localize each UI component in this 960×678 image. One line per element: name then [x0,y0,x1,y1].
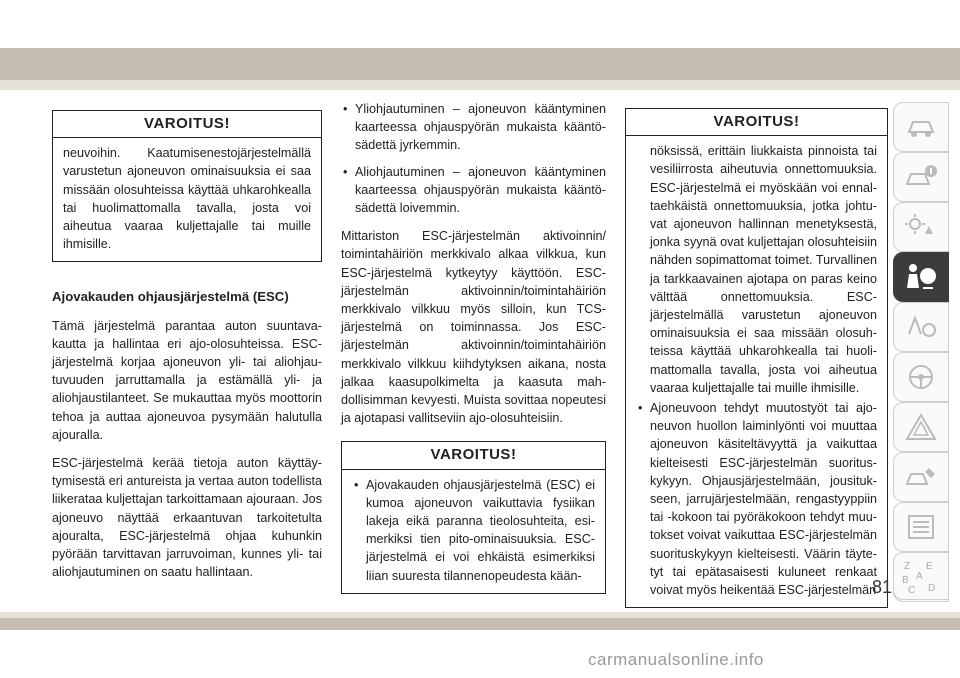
list-item: • Aliohjautuminen – ajoneuvon kääntyminen kaarteessa ohjauspyörän mukaista kääntösädettä loivemmin. [341,163,606,218]
car-front-icon[interactable] [893,102,949,152]
steering-wheel-icon[interactable] [893,352,949,402]
svg-text:A: A [916,571,923,582]
paragraph: Mittariston ESC-järjestelmän aktivoinnin/ toimintahäiriön merkkivalo alkaa vilkkua, kun ESC-järjestelmä kytkeytyy käyttöön. ESC-järjestelmän aktivoinnin/toimintahäiriön merkkivalo vilkkuu myös silloin, kun TCS-järjestelmä on toiminnassa. Jos ESC-järjestelmän aktivoinnin/toimintahäiriön merkkivalo vilkkuu kiihdytyksen aikana, nosta jalkaa kaasupolkimelta ja kaasuta mahdollisimman kevyesti. Muista sovittaa nopeutesi ja ajotapasi vallitseviin ajo-olosuhteisiin. [341,229,606,426]
column-1 [52,110,322,591]
warning-list [636,399,877,599]
page-number: 81 [872,577,893,597]
warning-body [53,138,321,261]
bullet-list [341,100,606,217]
paragraph: Tämä järjestelmä parantaa auton suuntavakautta ja hallintaa eri ajo-olosuhteissa. ESC-järjestelmä korjaa ajoneuvon yli- tai aliohjautuvuuden jarruttamalla ja estämällä yli- ja aliohjaustilanteet. Se mukauttaa myös moottorin tehoa ja auttaa ajoneuvoa pysymään halutulla ajouralla. [52,318,322,442]
footer-band [0,618,960,630]
warning-list [352,476,595,585]
spec-list-icon[interactable] [893,502,949,552]
header-band [0,48,960,80]
warning-text: neuvoihin. Kaatumisenestojärjestelmällä varustetun ajoneuvon ominaisuuksia ei saa missään olosuhteissa käyttää uhkarohkealla tai huolimattomalla tavalla, josta voi aiheutua vaaraa kuljettajalle tai muille ihmisille. [63,146,311,252]
watermark: carmanualsonline.info [588,650,764,669]
steering-key-icon[interactable] [893,302,949,352]
warning-box [625,108,888,608]
column-2 [341,100,606,594]
warning-title: VAROITUS! [53,111,321,138]
svg-text:Z: Z [904,561,911,572]
car-tools-icon[interactable] [893,452,949,502]
warning-body [342,470,605,593]
car-info-icon[interactable] [893,152,949,202]
dashboard-lights-icon[interactable] [893,202,949,252]
warning-box [52,110,322,262]
svg-text:B: B [902,575,909,586]
header-band-light [0,80,960,90]
svg-text:C: C [908,585,916,596]
warning-title: VAROITUS! [342,442,605,469]
warning-title: VAROITUS! [626,109,887,136]
warning-body [626,136,887,607]
svg-text:E: E [926,561,933,572]
safety-airbag-icon[interactable] [893,252,949,302]
list-item: • Ajovakauden ohjausjärjestelmä (ESC) ei kumoa ajoneuvon vaikuttavia fysiikan lakeja eikä paranna tieolosuhteita, esimerkiksi tien pito-ominaisuuksia. ESC-järjestelmä ei voi ehkäistä esimerkiksi liian suuresta tilannenopeudesta kään- [352,476,595,585]
hazard-warning-icon[interactable] [893,402,949,452]
warning-text: nöksissä, erittäin liukkaista pinnoista tai vesiliirrosta aiheutuvia onnettomuuksia. ESC-järjestelmä ei myöskään voi ennaltaehkäistä onnettomuuksia, jotka johtuvat ajoneuvon hallinnan menetyksestä, jonka syynä ovat kuljettajan olosuhteisiin nähden sopimattomat toimet. Turvallinen ja tarkkaavainen ajotapa on paras keino välttää onnettomuuksia. ESC-järjestelmällä varustetun ajoneuvon ominaisuuksia ei saa missään olosuhteissa käyttää uhkarohkealla tai huolimattomalla tavalla, josta voi aiheutua vaaraa kuljettajalle tai muille ihmisille. [650,144,877,395]
section-heading: Ajovakauden ohjausjärjestelmä (ESC) [52,289,289,305]
list-item: • Ajoneuvoon tehdyt muutostyöt tai ajoneuvon huollon laiminlyönti voi muuttaa ajoneuvon käsiteltävyyttä ja vaikuttaa kielteisesti ESC-järjestelmän suorituskykyyn. Ohjausjärjestelmään, jousitukseen, jarrujärjestelmään, rengastyyppiin tai -kokoon tai pyöräkokoon tehdyt muutokset voivat vaikuttaa ESC-järjestelmän suorituskykyyn kielteisesti. Väärin täytetyt tai epätasaisesti kuluneet renkaat voivat myös heikentää ESC-järjestelmän [636,399,877,599]
chapter-tabs [893,102,949,602]
list-item: • Yliohjautuminen – ajoneuvon kääntyminen kaarteessa ohjauspyörän mukaista kääntösädettä jyrkemmin. [341,100,606,155]
paragraph: ESC-järjestelmä kerää tietoja auton käyttäytymisestä eri antureista ja vertaa auton todellista liikerataa kuljettajan tarkoittamaan ajouraan. Jos ajoneuvo näyttää erkaantuvan tarkoitetulta ajouralta, ESC-järjestelmä ohjaa kuhunkin pyörään tarvittavan jarruvoiman, kunnes yli- tai aliohjautuminen on saatu hallintaan. [52,456,322,580]
svg-text:D: D [928,583,936,594]
warning-box [341,441,606,593]
language-letters-icon[interactable] [893,552,949,600]
column-3 [625,108,888,608]
